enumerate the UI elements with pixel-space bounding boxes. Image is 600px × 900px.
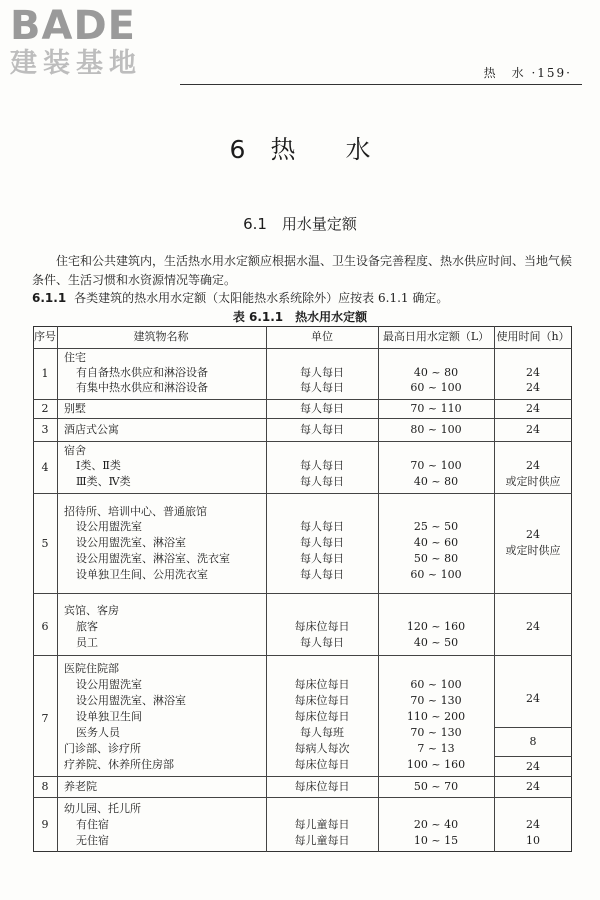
- row-3-quota: 80 ~ 100: [410, 423, 462, 436]
- running-head: 热 水 ·159·: [483, 66, 572, 80]
- row-7-time-3: 24: [526, 760, 540, 773]
- row-1-sub-2: 有集中热水供应和淋浴设备: [76, 381, 208, 394]
- row-8-name: 养老院: [64, 780, 97, 793]
- row-1-quota-2: 60 ~ 100: [410, 381, 462, 394]
- row-5-unit-4: 每人每日: [300, 568, 344, 581]
- row-8-no: 8: [41, 780, 49, 793]
- row-3-no: 3: [41, 423, 49, 436]
- header-rule: [180, 84, 582, 85]
- row-7-unit-2: 每床位每日: [294, 694, 350, 707]
- header-quota: 最高日用水定额（L）: [382, 330, 490, 343]
- row-5-time-1: 24: [526, 528, 540, 541]
- row-1-no: 1: [41, 367, 49, 380]
- row-4-unit-2: 每人每日: [300, 475, 344, 488]
- row-9-sub-1: 有住宿: [76, 818, 109, 831]
- row-7-quota-3: 110 ~ 200: [406, 710, 466, 723]
- header-building: 建筑物名称: [133, 330, 189, 343]
- row-6-quota-2: 40 ~ 50: [413, 636, 459, 649]
- row-7-quota-5: 7 ~ 13: [417, 742, 455, 755]
- row-7-quota-4: 70 ~ 130: [410, 726, 462, 739]
- table-caption: 表 6.1.1 热水用水定额: [232, 310, 368, 324]
- row-9-sub-2: 无住宿: [76, 834, 109, 847]
- row-6-unit-2: 每人每日: [300, 636, 344, 649]
- row-separator: [33, 593, 572, 594]
- row-5-sub-1: 设公用盥洗室: [76, 520, 142, 533]
- row-7-sub-1: 设公用盥洗室: [76, 678, 142, 691]
- row-4-name: 宿舍: [64, 444, 86, 457]
- row-5-quota-4: 60 ~ 100: [410, 568, 462, 581]
- row-4-quota-2: 40 ~ 80: [413, 475, 459, 488]
- row-1-unit-1: 每人每日: [300, 366, 344, 379]
- time-cell-separator: [494, 756, 572, 757]
- row-5-name: 招待所、培训中心、普通旅馆: [64, 505, 207, 518]
- row-4-time-2: 或定时供应: [505, 475, 561, 488]
- logo-word: BADE: [10, 3, 136, 49]
- row-separator: [33, 399, 572, 400]
- row-7-quota-2: 70 ~ 130: [410, 694, 462, 707]
- row-7-no: 7: [41, 712, 49, 725]
- column-divider: [57, 326, 58, 852]
- row-separator: [33, 493, 572, 494]
- row-9-quota-2: 10 ~ 15: [413, 834, 459, 847]
- time-cell-separator: [494, 727, 572, 728]
- row-6-time: 24: [526, 620, 540, 633]
- row-separator: [33, 797, 572, 798]
- header-unit: 单位: [311, 330, 333, 343]
- row-2-name: 别墅: [64, 402, 86, 415]
- row-5-time-2: 或定时供应: [505, 544, 561, 557]
- row-separator: [33, 655, 572, 656]
- row-5-sub-2: 设公用盥洗室、淋浴室: [76, 536, 186, 549]
- row-6-sub-1: 旅客: [76, 620, 98, 633]
- clause-6-1-1: [32, 290, 572, 306]
- row-9-time-1: 24: [526, 818, 540, 831]
- row-2-time: 24: [526, 402, 540, 415]
- header-no: 序号: [34, 330, 56, 343]
- row-4-quota-1: 70 ~ 100: [410, 459, 462, 472]
- row-5-unit-3: 每人每日: [300, 552, 344, 565]
- column-divider: [494, 326, 495, 852]
- row-6-quota-1: 120 ~ 160: [406, 620, 466, 633]
- row-1-time-1: 24: [526, 366, 540, 379]
- row-separator: [33, 776, 572, 777]
- row-2-quota: 70 ~ 110: [410, 402, 462, 415]
- row-7-quota-6: 100 ~ 160: [406, 758, 466, 771]
- row-6-unit-1: 每床位每日: [294, 620, 350, 633]
- row-3-unit: 每人每日: [300, 423, 344, 436]
- row-3-time: 24: [526, 423, 540, 436]
- row-9-name: 幼儿园、托儿所: [64, 802, 141, 815]
- row-7-sub-6: 疗养院、休养所住房部: [64, 758, 174, 771]
- row-9-time-2: 10: [526, 834, 540, 847]
- bade-logo: [10, 4, 182, 90]
- row-8-time: 24: [526, 780, 540, 793]
- row-1-sub-1: 有自备热水供应和淋浴设备: [76, 366, 208, 379]
- row-5-no: 5: [41, 537, 49, 550]
- header-separator: [33, 348, 572, 349]
- row-7-time-2: 8: [529, 735, 537, 748]
- logo-chinese: 建装基地: [10, 48, 142, 79]
- row-5-unit-1: 每人每日: [300, 520, 344, 533]
- row-7-sub-5: 门诊部、诊疗所: [64, 742, 141, 755]
- row-4-time-1: 24: [526, 459, 540, 472]
- row-7-unit-6: 每床位每日: [294, 758, 350, 771]
- row-7-unit-1: 每床位每日: [294, 678, 350, 691]
- row-7-unit-5: 每病人每次: [294, 742, 350, 755]
- row-5-sub-3: 设公用盥洗室、淋浴室、洗衣室: [76, 552, 230, 565]
- row-6-name: 宾馆、客房: [64, 604, 119, 617]
- row-6-no: 6: [41, 620, 49, 633]
- row-4-no: 4: [41, 461, 49, 474]
- row-8-quota: 50 ~ 70: [413, 780, 459, 793]
- row-7-quota-1: 60 ~ 100: [410, 678, 462, 691]
- row-3-name: 酒店式公寓: [64, 423, 119, 436]
- row-9-unit-2: 每儿童每日: [294, 834, 350, 847]
- row-7-sub-4: 医务人员: [76, 726, 120, 739]
- row-1-quota-1: 40 ~ 80: [413, 366, 459, 379]
- row-5-unit-2: 每人每日: [300, 536, 344, 549]
- row-7-sub-3: 设单独卫生间: [76, 710, 142, 723]
- clause-number: 6.1.1: [32, 291, 67, 305]
- row-5-quota-1: 25 ~ 50: [413, 520, 459, 533]
- row-7-name: 医院住院部: [64, 662, 119, 675]
- column-divider: [378, 326, 379, 852]
- header-time: 使用时间（h）: [496, 330, 570, 343]
- row-2-no: 2: [41, 402, 49, 415]
- intro-paragraph: 住宅和公共建筑内，生活热水用水定额应根据水温、卫生设备完善程度、热水供应时间、当地气候条件、生活习惯和水资源情况等确定。: [32, 254, 573, 287]
- row-8-unit: 每床位每日: [294, 780, 350, 793]
- column-divider: [266, 326, 267, 852]
- row-separator: [33, 441, 572, 442]
- row-1-name: 住宅: [64, 351, 86, 364]
- row-5-quota-2: 40 ~ 60: [413, 536, 459, 549]
- row-4-sub-1: Ⅰ类、Ⅱ类: [76, 459, 121, 472]
- row-4-sub-2: Ⅲ类、Ⅳ类: [76, 475, 131, 488]
- row-7-time-1: 24: [526, 692, 540, 705]
- clause-text: 各类建筑的热水用水定额（太阳能热水系统除外）应按表 6.1.1 确定。: [74, 291, 449, 305]
- section-title: 6.1 用水量定额: [243, 215, 357, 233]
- row-7-unit-4: 每人每班: [300, 726, 344, 739]
- row-5-sub-4: 设单独卫生间、公用洗衣室: [76, 568, 208, 581]
- chapter-title: 6 热 水: [229, 135, 371, 164]
- row-5-quota-3: 50 ~ 80: [413, 552, 459, 565]
- row-1-time-2: 24: [526, 381, 540, 394]
- row-9-unit-1: 每儿童每日: [294, 818, 350, 831]
- row-2-unit: 每人每日: [300, 402, 344, 415]
- row-9-no: 9: [41, 818, 49, 831]
- row-separator: [33, 418, 572, 419]
- row-4-unit-1: 每人每日: [300, 459, 344, 472]
- row-9-quota-1: 20 ~ 40: [413, 818, 459, 831]
- row-7-sub-2: 设公用盥洗室、淋浴室: [76, 694, 186, 707]
- row-7-unit-3: 每床位每日: [294, 710, 350, 723]
- row-1-unit-2: 每人每日: [300, 381, 344, 394]
- row-6-sub-2: 员工: [76, 636, 98, 649]
